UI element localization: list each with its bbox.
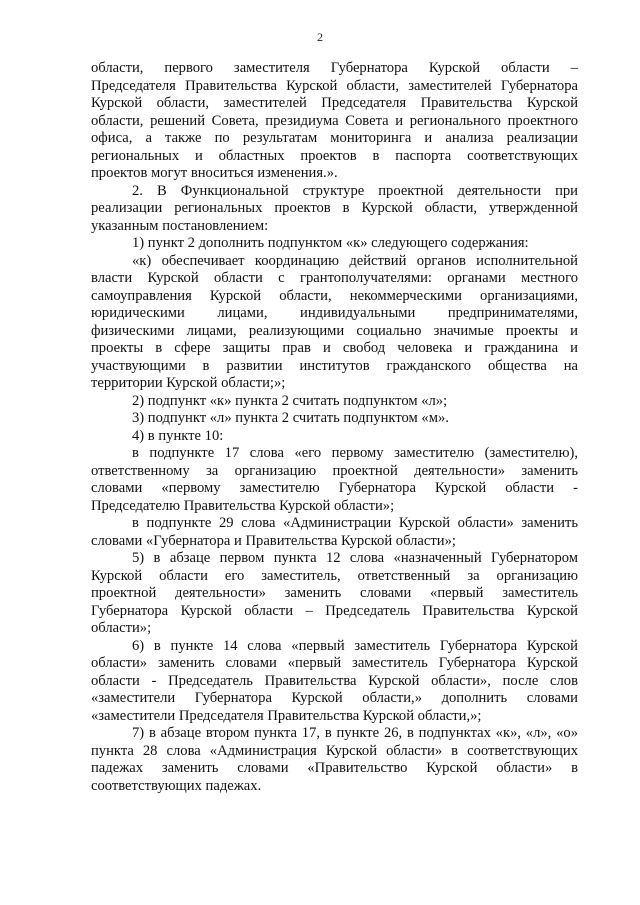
text-line: в подпункте 17 слова «его первому заместителю (заместителю),: [132, 445, 578, 461]
text-line: офиса, а также по результатам мониторинга и анализа реализации: [91, 130, 578, 146]
text-line: ответственному за организацию проектной деятельности» заменить: [91, 462, 578, 479]
text-line: 3) подпункт «л» пункта 2 считать подпунктом «м».: [132, 410, 449, 426]
text-line: 7) в абзаце втором пункта 17, в пункте 26, в подпунктах «к», «л», «о»: [132, 725, 578, 741]
text-line: области, решений Совета, президиума Совета и регионального проектного: [91, 112, 578, 129]
text-line: «заместители Губернатора Курской области,» дополнить словами: [91, 690, 578, 706]
text-line: области» заменить словами «первый заместитель Губернатора Курской: [91, 655, 578, 671]
text-line: проектной деятельности» заменить словами «первый заместитель: [91, 585, 578, 601]
text-line: «к) обеспечивает координацию действий органов исполнительной: [132, 252, 578, 269]
text-line: самоуправления Курской области, некоммерческими организациями,: [91, 287, 578, 304]
text-line: проекты в сфере защиты прав и свобод человека и гражданина и: [91, 340, 578, 356]
text-line: пункта 28 слова «Администрация Курской области» в соответствующих: [91, 742, 578, 759]
text-line: региональных и областных проектов в паспорта соответствующих: [91, 147, 578, 164]
text-line: соответствующих падежах.: [91, 777, 262, 794]
page-number: 2: [317, 30, 323, 44]
text-line: власти Курской области с грантополучателями: органами местного: [91, 270, 578, 286]
text-line: 4) в пункте 10:: [132, 427, 224, 444]
text-line: проектов могут вноситься изменения.».: [91, 165, 338, 181]
document-body: [91, 60, 578, 795]
text-line: Губернатора Курской области – Председатель Правительства Курской: [91, 602, 578, 619]
text-line: юридическими лицами, индивидуальными предпринимателями,: [91, 305, 578, 321]
text-line: указанным постановлением:: [91, 217, 269, 234]
text-line: словами «Губернатора и Правительства Курской области»;: [91, 532, 456, 549]
text-line: в подпункте 29 слова «Администрации Курской области» заменить: [132, 515, 578, 531]
text-line: реализации региональных проектов в Курской области, утвержденной: [91, 200, 578, 216]
text-line: Курской области, заместителей Председателя Правительства Курской: [91, 95, 578, 111]
text-line: 2. В Функциональной структуре проектной деятельности при: [132, 182, 578, 199]
text-line: 5) в абзаце первом пункта 12 слова «назначенный Губернатором: [132, 550, 578, 566]
text-line: участвующими в развитии институтов гражданского общества на: [91, 357, 578, 374]
text-line: 2) подпункт «к» пункта 2 считать подпунктом «л»;: [132, 392, 448, 409]
text-line: Председателю Правительства Курской области»;: [91, 497, 395, 514]
text-line: 1) пункт 2 дополнить подпунктом «к» следующего содержания:: [132, 235, 529, 251]
text-line: территории Курской области;»;: [91, 375, 286, 391]
text-line: словами «первому заместителю Губернатора Курской области -: [91, 480, 578, 496]
text-line: области, первого заместителя Губернатора Курской области –: [91, 60, 578, 76]
text-line: области»;: [91, 620, 152, 636]
text-line: 6) в пункте 14 слова «первый заместитель Губернатора Курской: [132, 637, 578, 654]
text-line: физическими лицами, реализующими социально значимые проекты и: [91, 322, 578, 339]
text-line: «заместители Председателя Правительства Курской области,»;: [91, 707, 482, 724]
text-line: области - Председатель Правительства Курской области», после слов: [91, 672, 578, 689]
text-line: падежах заменить словами «Правительство Курской области» в: [91, 760, 578, 776]
text-line: Председателя Правительства Курской области, заместителей Губернатора: [91, 77, 578, 94]
text-line: Курской области его заместитель, ответственный за организацию: [91, 567, 578, 584]
